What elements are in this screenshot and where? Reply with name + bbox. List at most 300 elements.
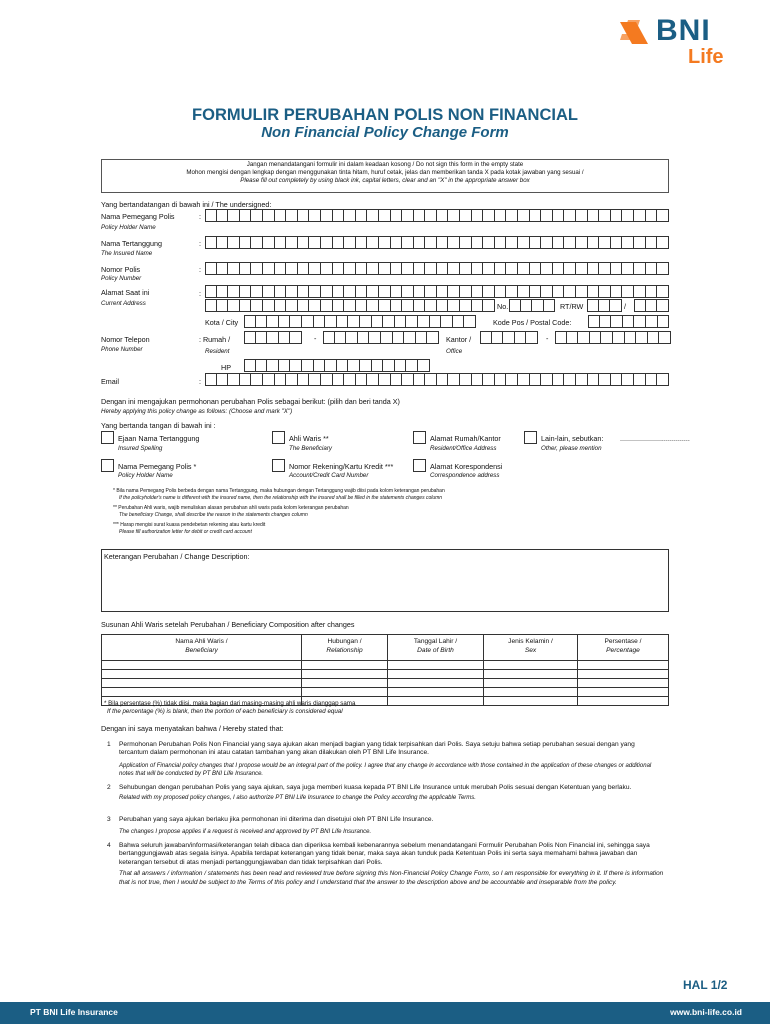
input-cell[interactable]: [395, 315, 407, 328]
input-cell[interactable]: [323, 331, 335, 344]
input-cell[interactable]: [383, 315, 395, 328]
input-cell[interactable]: [553, 373, 565, 386]
input-cell[interactable]: [448, 299, 460, 312]
input-cell[interactable]: [309, 285, 321, 298]
input-cell[interactable]: [228, 373, 240, 386]
input-cell[interactable]: [613, 331, 625, 344]
input-cell[interactable]: [437, 299, 449, 312]
input-cell[interactable]: [372, 315, 384, 328]
beneficiary-cell[interactable]: [102, 661, 302, 670]
input-cell[interactable]: [251, 299, 263, 312]
input-cell[interactable]: [402, 209, 414, 222]
input-cell[interactable]: [263, 373, 275, 386]
input-cell[interactable]: [402, 236, 414, 249]
input-cell[interactable]: [657, 209, 669, 222]
input-cell[interactable]: [530, 262, 542, 275]
input-cell[interactable]: [425, 285, 437, 298]
input-cell[interactable]: [406, 315, 418, 328]
input-cell[interactable]: [406, 359, 418, 372]
input-cell[interactable]: [275, 236, 287, 249]
input-cell[interactable]: [309, 373, 321, 386]
input-cell[interactable]: [367, 262, 379, 275]
input-cell[interactable]: [646, 373, 658, 386]
input-cell[interactable]: [309, 236, 321, 249]
beneficiary-cell[interactable]: [578, 661, 669, 670]
office-phone-number-input[interactable]: [555, 331, 671, 344]
input-cell[interactable]: [472, 209, 484, 222]
input-cell[interactable]: [526, 331, 538, 344]
input-cell[interactable]: [298, 236, 310, 249]
input-cell[interactable]: [588, 209, 600, 222]
input-cell[interactable]: [588, 236, 600, 249]
input-cell[interactable]: [228, 285, 240, 298]
input-cell[interactable]: [622, 262, 634, 275]
insured-input[interactable]: [205, 236, 669, 249]
input-cell[interactable]: [506, 285, 518, 298]
beneficiary-cell[interactable]: [484, 661, 578, 670]
input-cell[interactable]: [437, 373, 449, 386]
input-cell[interactable]: [590, 331, 602, 344]
input-cell[interactable]: [240, 236, 252, 249]
beneficiary-cell[interactable]: [102, 670, 302, 679]
input-cell[interactable]: [298, 299, 310, 312]
input-cell[interactable]: [437, 285, 449, 298]
input-cell[interactable]: [369, 331, 381, 344]
input-cell[interactable]: [567, 331, 579, 344]
input-cell[interactable]: [646, 236, 658, 249]
input-cell[interactable]: [325, 359, 337, 372]
address-rt-input[interactable]: [587, 299, 622, 312]
input-cell[interactable]: [599, 285, 611, 298]
input-cell[interactable]: [437, 236, 449, 249]
input-cell[interactable]: [418, 315, 430, 328]
input-cell[interactable]: [418, 359, 430, 372]
input-cell[interactable]: [298, 373, 310, 386]
input-cell[interactable]: [564, 209, 576, 222]
input-cell[interactable]: [286, 373, 298, 386]
input-cell[interactable]: [309, 262, 321, 275]
input-cell[interactable]: [314, 315, 326, 328]
input-cell[interactable]: [576, 236, 588, 249]
input-cell[interactable]: [634, 209, 646, 222]
address-input-line-1[interactable]: [205, 285, 669, 298]
input-cell[interactable]: [414, 209, 426, 222]
beneficiary-cell[interactable]: [484, 679, 578, 688]
input-cell[interactable]: [217, 236, 229, 249]
beneficiary-cell[interactable]: [484, 670, 578, 679]
input-cell[interactable]: [414, 299, 426, 312]
email-input[interactable]: [205, 373, 669, 386]
input-cell[interactable]: [275, 373, 287, 386]
input-cell[interactable]: [610, 299, 622, 312]
input-cell[interactable]: [263, 262, 275, 275]
input-cell[interactable]: [344, 373, 356, 386]
input-cell[interactable]: [464, 315, 476, 328]
input-cell[interactable]: [460, 285, 472, 298]
input-cell[interactable]: [393, 331, 405, 344]
input-cell[interactable]: [402, 373, 414, 386]
input-cell[interactable]: [483, 236, 495, 249]
input-cell[interactable]: [622, 373, 634, 386]
input-cell[interactable]: [611, 315, 623, 328]
input-cell[interactable]: [448, 209, 460, 222]
input-cell[interactable]: [367, 209, 379, 222]
input-cell[interactable]: [460, 209, 472, 222]
input-cell[interactable]: [321, 373, 333, 386]
input-cell[interactable]: [279, 331, 291, 344]
input-cell[interactable]: [587, 299, 599, 312]
input-cell[interactable]: [588, 373, 600, 386]
input-cell[interactable]: [356, 236, 368, 249]
input-cell[interactable]: [611, 209, 623, 222]
checkbox-beneficiary[interactable]: [272, 431, 285, 444]
holder-input[interactable]: [205, 209, 669, 222]
input-cell[interactable]: [648, 331, 660, 344]
input-cell[interactable]: [256, 359, 268, 372]
input-cell[interactable]: [286, 262, 298, 275]
input-cell[interactable]: [495, 236, 507, 249]
policy-number-input[interactable]: [205, 262, 669, 275]
input-cell[interactable]: [240, 209, 252, 222]
input-cell[interactable]: [472, 236, 484, 249]
input-cell[interactable]: [344, 262, 356, 275]
input-cell[interactable]: [622, 236, 634, 249]
input-cell[interactable]: [240, 299, 252, 312]
input-cell[interactable]: [414, 236, 426, 249]
input-cell[interactable]: [483, 299, 495, 312]
input-cell[interactable]: [495, 209, 507, 222]
input-cell[interactable]: [402, 299, 414, 312]
input-cell[interactable]: [657, 285, 669, 298]
input-cell[interactable]: [506, 209, 518, 222]
input-cell[interactable]: [472, 299, 484, 312]
input-cell[interactable]: [564, 373, 576, 386]
input-cell[interactable]: [356, 299, 368, 312]
input-cell[interactable]: [333, 299, 345, 312]
input-cell[interactable]: [588, 285, 600, 298]
input-cell[interactable]: [286, 285, 298, 298]
input-cell[interactable]: [344, 285, 356, 298]
input-cell[interactable]: [657, 299, 669, 312]
beneficiary-cell[interactable]: [388, 679, 484, 688]
input-cell[interactable]: [448, 373, 460, 386]
checkbox-holder-name[interactable]: [101, 459, 114, 472]
input-cell[interactable]: [391, 373, 403, 386]
input-cell[interactable]: [344, 299, 356, 312]
beneficiary-cell[interactable]: [302, 661, 388, 670]
input-cell[interactable]: [395, 359, 407, 372]
change-description-box[interactable]: [101, 549, 669, 612]
input-cell[interactable]: [302, 315, 314, 328]
input-cell[interactable]: [659, 331, 671, 344]
input-cell[interactable]: [267, 331, 279, 344]
input-cell[interactable]: [503, 331, 515, 344]
input-cell[interactable]: [263, 236, 275, 249]
input-cell[interactable]: [256, 315, 268, 328]
input-cell[interactable]: [205, 285, 217, 298]
input-cell[interactable]: [521, 299, 533, 312]
input-cell[interactable]: [625, 331, 637, 344]
input-cell[interactable]: [391, 285, 403, 298]
input-cell[interactable]: [460, 373, 472, 386]
input-cell[interactable]: [358, 331, 370, 344]
input-cell[interactable]: [379, 236, 391, 249]
input-cell[interactable]: [518, 285, 530, 298]
beneficiary-cell[interactable]: [302, 670, 388, 679]
input-cell[interactable]: [425, 299, 437, 312]
input-cell[interactable]: [578, 331, 590, 344]
checkbox-correspondence[interactable]: [413, 459, 426, 472]
beneficiary-cell[interactable]: [388, 661, 484, 670]
input-cell[interactable]: [555, 331, 567, 344]
input-cell[interactable]: [391, 262, 403, 275]
input-cell[interactable]: [348, 315, 360, 328]
input-cell[interactable]: [425, 373, 437, 386]
postal-code-input[interactable]: [588, 315, 669, 328]
input-cell[interactable]: [286, 209, 298, 222]
input-cell[interactable]: [240, 262, 252, 275]
input-cell[interactable]: [480, 331, 492, 344]
input-cell[interactable]: [483, 285, 495, 298]
input-cell[interactable]: [553, 236, 565, 249]
checkbox-other[interactable]: [524, 431, 537, 444]
input-cell[interactable]: [448, 236, 460, 249]
beneficiary-cell[interactable]: [302, 688, 388, 697]
input-cell[interactable]: [367, 299, 379, 312]
input-cell[interactable]: [244, 359, 256, 372]
input-cell[interactable]: [495, 262, 507, 275]
input-cell[interactable]: [346, 331, 358, 344]
input-cell[interactable]: [298, 262, 310, 275]
input-cell[interactable]: [634, 236, 646, 249]
input-cell[interactable]: [228, 262, 240, 275]
input-cell[interactable]: [634, 315, 646, 328]
input-cell[interactable]: [290, 315, 302, 328]
input-cell[interactable]: [217, 262, 229, 275]
address-input-line-2[interactable]: [205, 299, 495, 312]
input-cell[interactable]: [425, 262, 437, 275]
input-cell[interactable]: [321, 299, 333, 312]
input-cell[interactable]: [576, 285, 588, 298]
input-cell[interactable]: [333, 209, 345, 222]
input-cell[interactable]: [251, 236, 263, 249]
option-other-dots[interactable]: ...................................: [620, 434, 690, 443]
beneficiary-cell[interactable]: [578, 679, 669, 688]
input-cell[interactable]: [205, 236, 217, 249]
input-cell[interactable]: [379, 373, 391, 386]
input-cell[interactable]: [414, 285, 426, 298]
input-cell[interactable]: [333, 285, 345, 298]
input-cell[interactable]: [553, 262, 565, 275]
input-cell[interactable]: [251, 373, 263, 386]
input-cell[interactable]: [286, 236, 298, 249]
home-phone-number-input[interactable]: [323, 331, 439, 344]
input-cell[interactable]: [379, 262, 391, 275]
beneficiary-cell[interactable]: [388, 670, 484, 679]
input-cell[interactable]: [646, 299, 658, 312]
input-cell[interactable]: [275, 285, 287, 298]
input-cell[interactable]: [544, 299, 556, 312]
input-cell[interactable]: [601, 331, 613, 344]
mobile-phone-input[interactable]: [244, 359, 430, 372]
input-cell[interactable]: [267, 359, 279, 372]
input-cell[interactable]: [541, 262, 553, 275]
input-cell[interactable]: [302, 359, 314, 372]
input-cell[interactable]: [541, 209, 553, 222]
input-cell[interactable]: [217, 285, 229, 298]
address-rw-input[interactable]: [634, 299, 669, 312]
input-cell[interactable]: [634, 299, 646, 312]
input-cell[interactable]: [344, 236, 356, 249]
input-cell[interactable]: [333, 262, 345, 275]
input-cell[interactable]: [599, 373, 611, 386]
input-cell[interactable]: [495, 373, 507, 386]
input-cell[interactable]: [309, 299, 321, 312]
address-no-input[interactable]: [509, 299, 555, 312]
beneficiary-cell[interactable]: [578, 697, 669, 706]
beneficiary-cell[interactable]: [578, 688, 669, 697]
input-cell[interactable]: [599, 262, 611, 275]
input-cell[interactable]: [634, 262, 646, 275]
input-cell[interactable]: [325, 315, 337, 328]
input-cell[interactable]: [356, 262, 368, 275]
input-cell[interactable]: [564, 236, 576, 249]
input-cell[interactable]: [309, 209, 321, 222]
input-cell[interactable]: [286, 299, 298, 312]
input-cell[interactable]: [279, 359, 291, 372]
input-cell[interactable]: [360, 315, 372, 328]
beneficiary-cell[interactable]: [302, 679, 388, 688]
input-cell[interactable]: [611, 285, 623, 298]
input-cell[interactable]: [267, 315, 279, 328]
input-cell[interactable]: [217, 299, 229, 312]
input-cell[interactable]: [367, 236, 379, 249]
input-cell[interactable]: [391, 236, 403, 249]
checkbox-address[interactable]: [413, 431, 426, 444]
home-phone-area-input[interactable]: [244, 331, 302, 344]
input-cell[interactable]: [576, 262, 588, 275]
input-cell[interactable]: [263, 209, 275, 222]
input-cell[interactable]: [290, 359, 302, 372]
input-cell[interactable]: [367, 285, 379, 298]
beneficiary-cell[interactable]: [484, 697, 578, 706]
input-cell[interactable]: [379, 299, 391, 312]
input-cell[interactable]: [599, 299, 611, 312]
input-cell[interactable]: [321, 285, 333, 298]
input-cell[interactable]: [483, 262, 495, 275]
input-cell[interactable]: [622, 285, 634, 298]
input-cell[interactable]: [658, 315, 670, 328]
input-cell[interactable]: [228, 209, 240, 222]
input-cell[interactable]: [298, 209, 310, 222]
input-cell[interactable]: [530, 373, 542, 386]
input-cell[interactable]: [383, 359, 395, 372]
input-cell[interactable]: [379, 209, 391, 222]
input-cell[interactable]: [437, 209, 449, 222]
input-cell[interactable]: [460, 299, 472, 312]
input-cell[interactable]: [564, 262, 576, 275]
input-cell[interactable]: [344, 209, 356, 222]
input-cell[interactable]: [321, 209, 333, 222]
input-cell[interactable]: [425, 236, 437, 249]
input-cell[interactable]: [314, 359, 326, 372]
input-cell[interactable]: [564, 285, 576, 298]
input-cell[interactable]: [636, 331, 648, 344]
input-cell[interactable]: [441, 315, 453, 328]
input-cell[interactable]: [530, 285, 542, 298]
checkbox-insured-spelling[interactable]: [101, 431, 114, 444]
input-cell[interactable]: [321, 236, 333, 249]
input-cell[interactable]: [518, 209, 530, 222]
input-cell[interactable]: [622, 209, 634, 222]
input-cell[interactable]: [506, 236, 518, 249]
beneficiary-cell[interactable]: [102, 679, 302, 688]
input-cell[interactable]: [541, 373, 553, 386]
input-cell[interactable]: [506, 373, 518, 386]
input-cell[interactable]: [646, 209, 658, 222]
input-cell[interactable]: [367, 373, 379, 386]
input-cell[interactable]: [530, 209, 542, 222]
input-cell[interactable]: [611, 373, 623, 386]
input-cell[interactable]: [495, 285, 507, 298]
input-cell[interactable]: [298, 285, 310, 298]
input-cell[interactable]: [251, 285, 263, 298]
input-cell[interactable]: [205, 262, 217, 275]
input-cell[interactable]: [657, 262, 669, 275]
input-cell[interactable]: [425, 209, 437, 222]
input-cell[interactable]: [256, 331, 268, 344]
input-cell[interactable]: [541, 285, 553, 298]
input-cell[interactable]: [646, 315, 658, 328]
input-cell[interactable]: [348, 359, 360, 372]
input-cell[interactable]: [290, 331, 302, 344]
input-cell[interactable]: [553, 285, 565, 298]
input-cell[interactable]: [515, 331, 527, 344]
input-cell[interactable]: [275, 209, 287, 222]
input-cell[interactable]: [402, 285, 414, 298]
input-cell[interactable]: [372, 359, 384, 372]
input-cell[interactable]: [379, 285, 391, 298]
input-cell[interactable]: [251, 209, 263, 222]
beneficiary-cell[interactable]: [484, 688, 578, 697]
input-cell[interactable]: [335, 331, 347, 344]
input-cell[interactable]: [205, 209, 217, 222]
input-cell[interactable]: [646, 285, 658, 298]
input-cell[interactable]: [460, 262, 472, 275]
input-cell[interactable]: [240, 285, 252, 298]
input-cell[interactable]: [356, 209, 368, 222]
input-cell[interactable]: [275, 262, 287, 275]
beneficiary-cell[interactable]: [388, 688, 484, 697]
input-cell[interactable]: [360, 359, 372, 372]
input-cell[interactable]: [427, 331, 439, 344]
input-cell[interactable]: [576, 373, 588, 386]
input-cell[interactable]: [414, 262, 426, 275]
input-cell[interactable]: [611, 236, 623, 249]
input-cell[interactable]: [205, 373, 217, 386]
input-cell[interactable]: [263, 285, 275, 298]
input-cell[interactable]: [472, 262, 484, 275]
input-cell[interactable]: [337, 315, 349, 328]
input-cell[interactable]: [576, 209, 588, 222]
input-cell[interactable]: [623, 315, 635, 328]
input-cell[interactable]: [492, 331, 504, 344]
input-cell[interactable]: [217, 209, 229, 222]
input-cell[interactable]: [404, 331, 416, 344]
input-cell[interactable]: [472, 285, 484, 298]
input-cell[interactable]: [244, 315, 256, 328]
city-input[interactable]: [244, 315, 476, 328]
